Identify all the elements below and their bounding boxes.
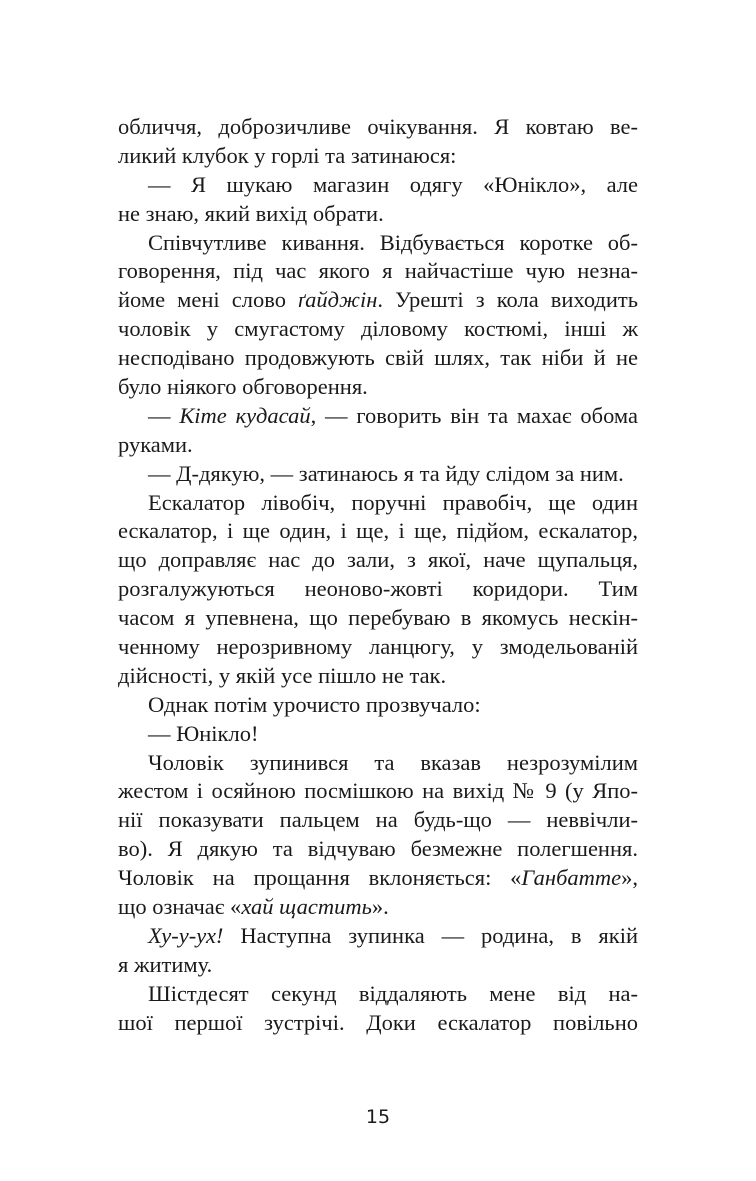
text-segment: — bbox=[148, 402, 180, 428]
text-line bbox=[118, 460, 638, 489]
text-segment: Ескалатор лівобіч, поручні правобіч, ще один bbox=[148, 489, 638, 515]
body-text bbox=[118, 113, 638, 1038]
text-line bbox=[118, 720, 638, 749]
text-segment: розгалужуються неоново-жовті коридори. Тим bbox=[118, 576, 638, 602]
text-segment: ликий клубок у горлі та затинаюся: bbox=[118, 142, 457, 168]
text-line bbox=[118, 344, 638, 373]
text-line bbox=[118, 546, 638, 575]
text-segment: було ніякого обговорення. bbox=[118, 374, 368, 400]
text-line bbox=[118, 315, 638, 344]
text-line bbox=[118, 113, 638, 142]
text-line bbox=[118, 604, 638, 633]
text-segment: ченному нерозривному ланцюгу, у змодельованій bbox=[118, 634, 638, 660]
text-segment: що доправляє нас до зали, з якої, наче щупальця, bbox=[118, 547, 638, 573]
text-segment: Шістдесят секунд віддаляють мене від на- bbox=[148, 980, 638, 1006]
text-segment: що означає « bbox=[118, 894, 242, 920]
text-segment: обличчя, доброзичливе очікування. Я ковтаю ве- bbox=[118, 114, 638, 139]
text-segment: несподівано продовжують свій шлях, так ніби й не bbox=[118, 345, 638, 371]
text-line bbox=[118, 749, 638, 778]
text-segment: , — говорить він та махає обома bbox=[310, 402, 639, 428]
text-segment: ». bbox=[371, 894, 389, 920]
text-line bbox=[118, 691, 638, 720]
text-line bbox=[118, 431, 638, 460]
text-line bbox=[118, 806, 638, 835]
text-segment: нії показувати пальцем на будь-що — неввічли- bbox=[118, 807, 638, 833]
page-number: 15 bbox=[365, 1106, 391, 1128]
text-segment: часом я упевнена, що перебуваю в якомусь нескін- bbox=[118, 605, 638, 631]
text-segment: Наступна зупинка — родина, в якій bbox=[223, 922, 638, 948]
text-segment: шої першої зустрічі. Доки ескалатор повільно bbox=[118, 1009, 638, 1035]
text-line bbox=[118, 489, 638, 518]
italic-text: Кіте кудасай bbox=[179, 402, 311, 428]
text-line bbox=[118, 517, 638, 546]
text-line bbox=[118, 893, 638, 922]
text-segment: Чоловік на прощання вклоняється: « bbox=[118, 865, 522, 891]
text-segment: . Урешті з кола виходить bbox=[377, 287, 639, 313]
text-line bbox=[118, 402, 638, 431]
italic-text: Ганбатте bbox=[521, 865, 622, 891]
text-segment: — Юнікло! bbox=[148, 720, 259, 746]
text-line bbox=[118, 229, 638, 258]
italic-text: хай щастить bbox=[241, 894, 372, 920]
text-line bbox=[118, 835, 638, 864]
text-segment: руками. bbox=[118, 431, 193, 457]
text-segment: — Я шукаю магазин одягу «Юнікло», але bbox=[148, 171, 638, 197]
text-line bbox=[118, 922, 638, 951]
text-segment: жестом і осяйною посмішкою на вихід № 9 (у Япо- bbox=[118, 778, 638, 804]
text-segment: ескалатор, і ще один, і ще, і ще, підйом, ескалатор, bbox=[118, 518, 638, 544]
text-segment: чоловік у смугастому діловому костюмі, інші ж bbox=[118, 316, 638, 342]
italic-text: Ху-у-ух! bbox=[148, 922, 224, 948]
text-segment: говорення, під час якого я найчастіше чую незна- bbox=[118, 258, 638, 284]
text-segment: я житиму. bbox=[118, 951, 213, 977]
text-segment: во). Я дякую та відчуваю безмежне полегшення. bbox=[118, 836, 638, 862]
text-segment: йоме мені слово bbox=[118, 287, 299, 313]
text-segment: Однак потім урочисто прозвучало: bbox=[148, 691, 481, 717]
text-line bbox=[118, 864, 638, 893]
text-line bbox=[118, 633, 638, 662]
text-line bbox=[118, 200, 638, 229]
text-line bbox=[118, 777, 638, 806]
text-line bbox=[118, 257, 638, 286]
text-segment: — Д-дякую, — затинаюсь я та йду слідом за ним. bbox=[148, 460, 624, 486]
text-line bbox=[118, 951, 638, 980]
text-line bbox=[118, 980, 638, 1009]
text-line bbox=[118, 373, 638, 402]
text-line bbox=[118, 171, 638, 200]
text-segment: Чоловік зупинився та вказав незрозумілим bbox=[148, 749, 638, 775]
text-segment: Співчутливе кивання. Відбувається коротке об- bbox=[148, 229, 638, 255]
text-line bbox=[118, 662, 638, 691]
text-line bbox=[118, 286, 638, 315]
text-line bbox=[118, 1009, 638, 1038]
text-segment: не знаю, який вихід обрати. bbox=[118, 200, 384, 226]
text-line bbox=[118, 575, 638, 604]
text-segment: », bbox=[621, 865, 638, 891]
text-line bbox=[118, 142, 638, 171]
italic-text: ґайджін bbox=[298, 287, 378, 313]
text-segment: дійсності, у якій усе пішло не так. bbox=[118, 662, 447, 688]
